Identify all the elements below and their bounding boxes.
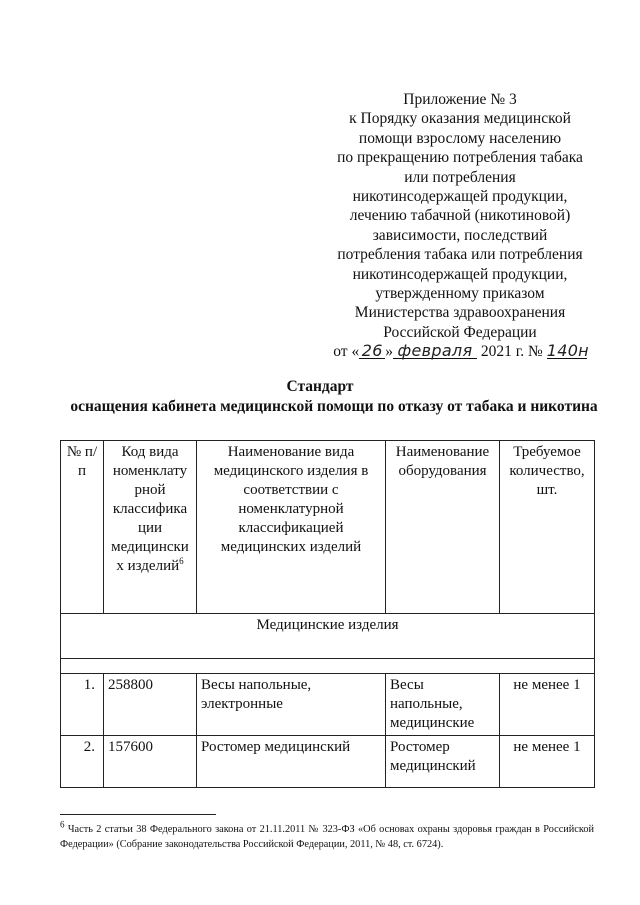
header-cell-type-name: Наименование вида медицинского изделия в соответствии с номенклатурной классификацией медицинских изделий: [197, 441, 386, 614]
cell-type-name: Весы напольные, электронные: [197, 674, 386, 736]
appendix-line: никотинсодержащей продукции,: [352, 188, 568, 206]
appendix-block: [315, 90, 605, 362]
header-code-text: Код вида номенклату рной классифика ции медицински х изделий: [111, 444, 189, 574]
table-row: [61, 674, 595, 736]
footnote-separator: [60, 814, 216, 815]
table-header-row: [61, 441, 595, 614]
title-line-1: Стандарт: [286, 378, 354, 395]
cell-number: 1.: [61, 674, 104, 736]
appendix-line: по прекращению потребления табака: [337, 149, 583, 167]
appendix-line: или потребления: [404, 168, 516, 186]
cell-number: 2.: [61, 736, 104, 788]
title-line-2: оснащения кабинета медицинской помощи по отказу от табака и никотина: [70, 398, 598, 415]
section-title: Медицинские изделия: [61, 614, 595, 659]
appendix-line: помощи взрослому населению: [358, 129, 562, 147]
appendix-line: никотинсодержащей продукции,: [352, 265, 568, 283]
appendix-line: утвержденному приказом: [375, 285, 545, 303]
date-prefix: от «: [333, 343, 360, 361]
cell-equipment: Ростомер медицинский: [386, 736, 500, 788]
spacer-row: [61, 659, 595, 674]
handwritten-order-number: 140н: [546, 341, 589, 361]
cell-quantity: не менее 1: [500, 674, 595, 736]
date-year: 2021 г. №: [480, 343, 543, 361]
appendix-line: к Порядку оказания медицинской: [349, 110, 571, 128]
header-cell-equipment: Наименование оборудования: [386, 441, 500, 614]
footnote-text: Часть 2 статьи 38 Федерального закона от 21.11.2011 № 323-ФЗ «Об основах охраны здоровья граждан в Российской Федерации» (Собрание законодательства Российской Федерации, 2011, № 48, ст. 6724).: [60, 824, 594, 850]
equipment-standard-table: [60, 440, 595, 788]
date-quote-close: »: [385, 343, 393, 361]
appendix-line: Российской Федерации: [383, 323, 537, 341]
footnote: [60, 819, 594, 852]
appendix-line: Приложение № 3: [403, 91, 517, 108]
handwritten-day: 26: [359, 343, 385, 359]
header-cell-number: № п/п: [61, 441, 104, 614]
header-cell-quantity: Требуемое количество, шт.: [500, 441, 595, 614]
appendix-line: Министерства здравоохранения: [354, 304, 566, 322]
cell-code: 258800: [104, 674, 197, 736]
appendix-line: лечению табачной (никотиновой): [349, 207, 571, 225]
table-row: [61, 736, 595, 788]
appendix-line: зависимости, последствий: [372, 226, 548, 244]
section-row: [61, 614, 595, 659]
spacer-cell: [61, 659, 595, 674]
cell-type-name: Ростомер медицинский: [197, 736, 386, 788]
handwritten-month: февраля: [393, 343, 477, 359]
document-title: [0, 377, 640, 417]
header-cell-code: [104, 441, 197, 614]
order-date-line: [315, 342, 605, 361]
cell-equipment: Весы напольные, медицинские: [386, 674, 500, 736]
footnote-mark: 6: [179, 556, 184, 566]
footnote-number: 6: [60, 819, 65, 830]
appendix-line: потребления табака или потребления: [337, 246, 583, 264]
cell-code: 157600: [104, 736, 197, 788]
cell-quantity: не менее 1: [500, 736, 595, 788]
